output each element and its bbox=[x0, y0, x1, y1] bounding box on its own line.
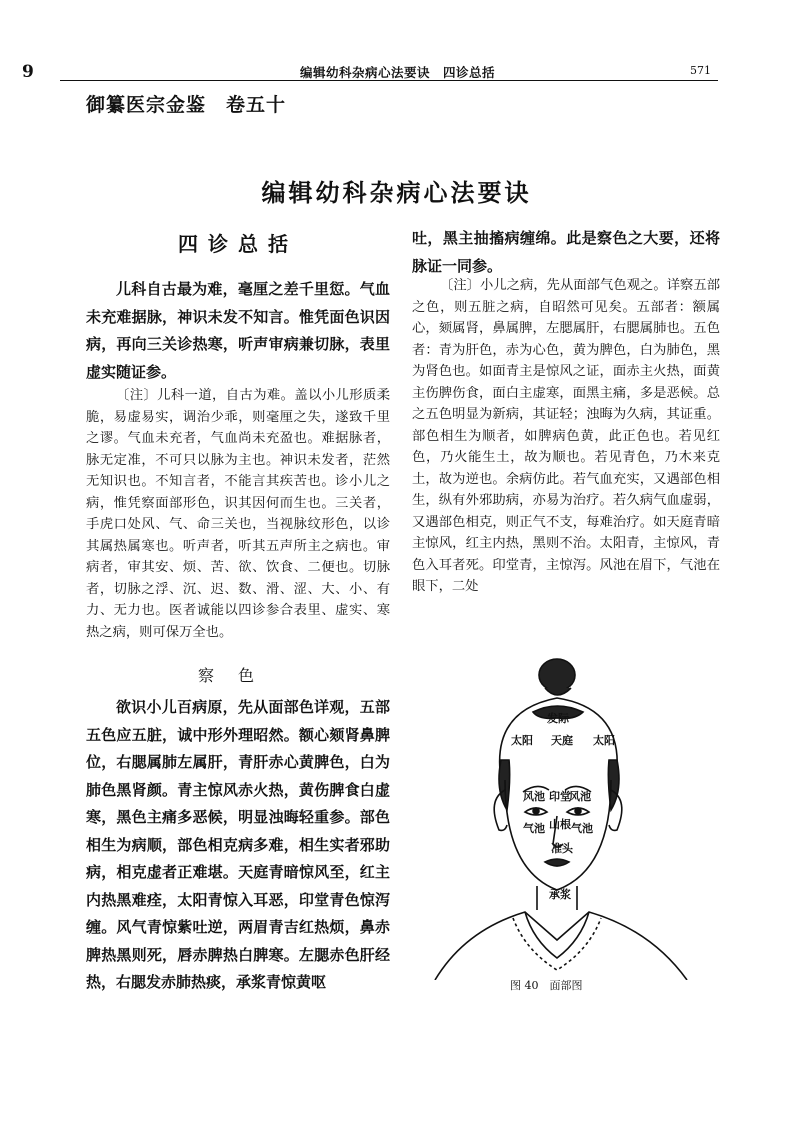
verse-general-diagnosis: 儿科自古最为难，毫厘之差千里愆。气血未充难据脉，神识未发不知言。惟凭面色识因病，再向三关诊热寒，听声审病兼切脉，表里虚实随证参。 bbox=[86, 280, 390, 381]
book-title: 御纂医宗金鉴 卷五十 bbox=[86, 94, 287, 116]
label-tianting: 天庭 bbox=[551, 734, 573, 747]
face-diagram bbox=[425, 640, 720, 980]
label-yintang: 印堂 bbox=[549, 790, 571, 803]
label-fengchi-left: 风池 bbox=[523, 790, 545, 803]
label-zhuntou: 准头 bbox=[551, 842, 573, 855]
label-chengjiang: 承浆 bbox=[549, 888, 571, 901]
label-taiyang-left: 太阳 bbox=[511, 734, 533, 747]
note-general-diagnosis: 〔注〕儿科一道，自古为难。盖以小儿形质柔脆，易虚易实，调治少乖，则毫厘之失，遂致千里之谬。气血未充者，气血尚未充盈也。难据脉者，脉无定准，不可只以脉为主也。神识未发者，茫然无知识也。不知言者，不能言其疾苦也。诊小儿之病，惟凭察面部形色，识其因何而生也。三关者，手虎口处风、气、命三关也，当视脉纹形色，以诊其属热属寒也。听声者，听其五声所主之病也。审病者，审其安、烦、苦、欲、饮食、二便也。切脉者，切脉之浮、沉、迟、数、滑、涩、大、小、有力、无力也。医者诚能以四诊参合表里、虚实、寒热之病，则可保万全也。 bbox=[86, 388, 390, 640]
section-title: 四诊总括 bbox=[178, 232, 298, 256]
figure-caption: 图 40 面部图 bbox=[510, 979, 583, 992]
label-fengchi-right: 风池 bbox=[569, 790, 591, 803]
page-number: 571 bbox=[690, 64, 711, 77]
chapter-title: 编辑幼科杂病心法要诀 bbox=[261, 179, 532, 207]
hair-knot-icon bbox=[539, 659, 575, 691]
label-shangen: 山根 bbox=[549, 818, 571, 831]
label-qichi-right: 气池 bbox=[571, 822, 593, 835]
header-rule bbox=[60, 80, 718, 81]
running-head: 编辑幼科杂病心法要诀 四诊总括 bbox=[300, 65, 496, 80]
note-color-observation: 〔注〕小儿之病，先从面部气色观之。详察五部之色，则五脏之病，自昭然可见矣。五部者：额属心，颏属肾，鼻属脾，左腮属肝，右腮属肺也。五色者：青为肝色，赤为心色，黄为脾色，白为肺色，黑为肾色也。如面青主是惊风之证，面赤主火热，面黄主伤脾伤食，面白主虚寒，面黑主痛，多是恶候。总之五色明显为新病，其证轻；浊晦为久病，其证重。部色相生为顺者，如脾病色黄，此正色也。若见红色，乃火能生土，故为顺也。若见青色，乃木来克土，故为逆也。余病仿此。若气血充实，又遇部色相生，纵有外邪助病，亦易为治疗。若久病气血虚弱，又遇部色相克，则正气不支，每难治疗。如天庭青暗主惊风，红主内热，黑则不治。太阳青，主惊风，青色入耳者死。印堂青，主惊泻。风池在眉下，气池在眼下，二处 bbox=[412, 278, 720, 594]
page-marker: 9 bbox=[22, 62, 34, 82]
verse-continuation: 吐，黑主抽搐病缠绵。此是察色之大要，还将脉证一同参。 bbox=[412, 229, 720, 275]
label-hairline: 发际 bbox=[547, 712, 569, 725]
verse-color-observation: 欲识小儿百病原，先从面部色详观，五部五色应五脏，诚中形外理昭然。额心颏肾鼻脾位，右腮属肺左属肝，青肝赤心黄脾色，白为肺色黑肾颜。青主惊风赤火热，黄伤脾食白虚寒，黑色主痛多恶候，明显浊晦轻重参。部色相生为病顺，部色相克病多难，相生实者邪助病，相克虚者正难堪。天庭青暗惊风至，红主内热黑难痊，太阳青惊入耳恶，印堂青色惊泻缠。风气青惊紫吐逆，两眉青吉红热烦，鼻赤脾热黑则死，唇赤脾热白脾寒。左腮赤色肝经热，右腮发赤肺热痰，承浆青惊黄呕 bbox=[86, 698, 390, 991]
subsection-title: 察色 bbox=[197, 666, 278, 685]
label-taiyang-right: 太阳 bbox=[593, 734, 615, 747]
label-qichi-left: 气池 bbox=[523, 822, 545, 835]
